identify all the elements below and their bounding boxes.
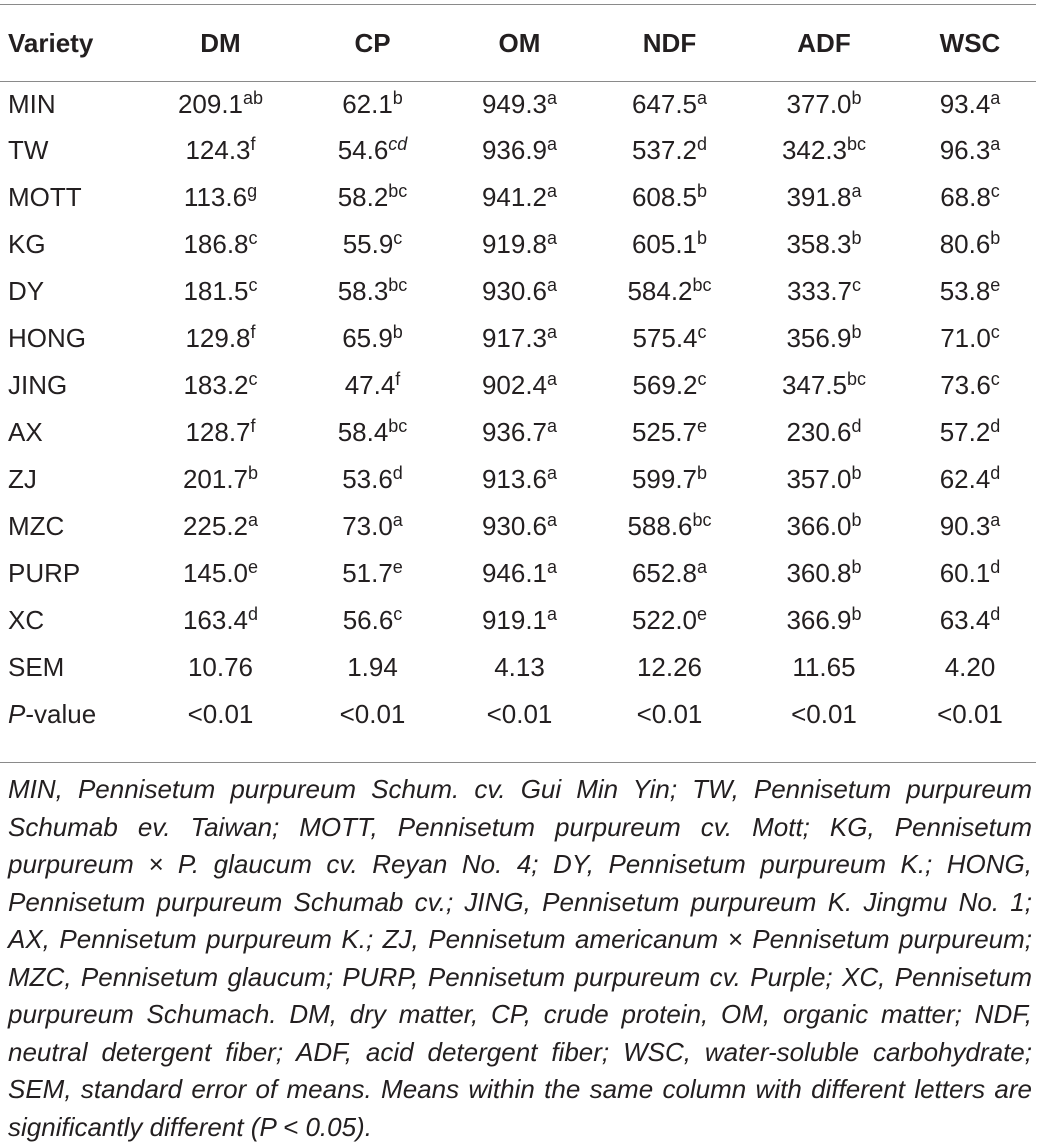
- row-label-cell: [0, 408, 140, 455]
- cell-value: 163.4: [182, 604, 249, 635]
- table-cell: [444, 79, 595, 126]
- table-cell: [140, 314, 301, 361]
- table-cell: [140, 643, 301, 690]
- cell-value: 919.1: [481, 604, 548, 635]
- variety-label: AX: [8, 416, 43, 447]
- row-label-cell: [0, 596, 140, 643]
- significance-letter: a: [547, 274, 558, 295]
- table-cell: [301, 408, 444, 455]
- table-cell: [744, 455, 904, 502]
- significance-letter: a: [990, 133, 1001, 154]
- pvalue-label-italic: P: [8, 698, 26, 729]
- cell-value: 55.9: [342, 228, 394, 259]
- table-header-row: [0, 6, 1036, 79]
- table-cell: [140, 220, 301, 267]
- table-cell: [904, 314, 1036, 361]
- pvalue-cell: <0.01: [486, 698, 553, 729]
- significance-letter: bc: [847, 133, 867, 154]
- table-cell: [744, 502, 904, 549]
- cell-value: 47.4: [344, 369, 396, 400]
- table-cell: [140, 549, 301, 596]
- cell-value: 599.7: [631, 463, 698, 494]
- cell-value: 647.5: [631, 88, 698, 119]
- table-cell: [140, 126, 301, 173]
- variety-label: KG: [8, 228, 46, 259]
- cell-value: 209.1: [177, 88, 244, 119]
- significance-letter: a: [547, 87, 558, 108]
- cell-value: 919.8: [481, 228, 548, 259]
- significance-letter: a: [990, 87, 1001, 108]
- table-cell: [904, 79, 1036, 126]
- significance-letter: e: [392, 556, 403, 577]
- variety-label: JING: [8, 369, 68, 400]
- table-cell: [904, 126, 1036, 173]
- significance-letter: f: [250, 321, 256, 342]
- cell-value: 946.1: [481, 557, 548, 588]
- cell-value: 73.0: [342, 510, 393, 541]
- table-cell: [444, 267, 595, 314]
- cell-value: 366.9: [786, 604, 852, 635]
- cell-value: 58.4: [337, 416, 389, 447]
- variety-label: MOTT: [8, 181, 82, 212]
- table-body: [0, 79, 1036, 737]
- table-cell: [301, 596, 444, 643]
- table-cell: [904, 173, 1036, 220]
- table-row: [0, 455, 1036, 502]
- significance-letter: bc: [692, 509, 712, 530]
- table-cell: [744, 79, 904, 126]
- cell-value: 11.65: [792, 651, 856, 682]
- cell-value: 186.8: [183, 228, 249, 259]
- table-cell: [904, 455, 1036, 502]
- significance-letter: a: [547, 462, 558, 483]
- cell-value: 917.3: [481, 322, 548, 353]
- table-cell: [140, 79, 301, 126]
- significance-letter: e: [697, 603, 708, 624]
- table-cell: [444, 361, 595, 408]
- cell-value: 51.7: [342, 557, 393, 588]
- table-cell: [595, 455, 744, 502]
- row-label-cell: [0, 314, 140, 361]
- significance-letter: c: [990, 180, 1000, 201]
- significance-letter: ab: [243, 87, 264, 108]
- significance-letter: b: [851, 603, 862, 624]
- significance-letter: a: [248, 509, 259, 530]
- significance-letter: b: [990, 227, 1001, 248]
- column-header-adf: ADF: [797, 27, 851, 58]
- significance-letter: f: [395, 368, 401, 389]
- cell-value: 62.4: [939, 463, 991, 494]
- table-row: [0, 314, 1036, 361]
- significance-letter: a: [697, 87, 708, 108]
- significance-letter: b: [392, 87, 403, 108]
- variety-label: PURP: [8, 557, 81, 588]
- significance-letter: b: [697, 462, 708, 483]
- row-label-cell: [0, 502, 140, 549]
- column-header-variety: Variety: [8, 27, 94, 58]
- cell-value: 902.4: [481, 369, 548, 400]
- table-cell: [301, 220, 444, 267]
- row-label-cell: [0, 549, 140, 596]
- variety-label: TW: [8, 134, 49, 165]
- significance-letter: d: [990, 462, 1001, 483]
- row-label-cell: [0, 643, 140, 690]
- table-cell: [595, 79, 744, 126]
- table-cell: [744, 549, 904, 596]
- cell-value: 58.3: [337, 275, 389, 306]
- significance-letter: a: [547, 321, 558, 342]
- table-cell: [595, 408, 744, 455]
- cell-value: 90.3: [939, 510, 991, 541]
- significance-letter: b: [851, 321, 862, 342]
- significance-letter: d: [990, 603, 1001, 624]
- cell-value: 65.9: [342, 322, 393, 353]
- table-row: [0, 549, 1036, 596]
- column-header-om: OM: [498, 27, 541, 58]
- cell-value: 53.6: [342, 463, 393, 494]
- significance-letter: d: [851, 415, 862, 436]
- table-cell: [595, 126, 744, 173]
- cell-value: 366.0: [786, 510, 852, 541]
- cell-value: 124.3: [185, 134, 251, 165]
- row-label-cell: [0, 361, 140, 408]
- cell-value: 128.7: [185, 416, 251, 447]
- table-cell: [140, 596, 301, 643]
- cell-value: 181.5: [183, 275, 249, 306]
- table-cell: [140, 455, 301, 502]
- cell-value: 949.3: [481, 88, 548, 119]
- table-cell: [140, 361, 301, 408]
- table-bottom-rule: [0, 762, 1036, 763]
- table-cell: [444, 408, 595, 455]
- row-label-cell: [0, 220, 140, 267]
- table-cell: [444, 126, 595, 173]
- significance-letter: bc: [388, 415, 408, 436]
- cell-value: 391.8: [786, 181, 852, 212]
- cell-value: 60.1: [939, 557, 991, 588]
- cell-value: 57.2: [939, 416, 991, 447]
- significance-letter: d: [697, 133, 708, 154]
- table-cell: [904, 643, 1036, 690]
- table-top-rule: [0, 4, 1036, 5]
- variety-label: SEM: [8, 651, 65, 682]
- table-cell: [301, 267, 444, 314]
- table-row: [0, 173, 1036, 220]
- significance-letter: a: [547, 227, 558, 248]
- cell-value: 588.6: [627, 510, 693, 541]
- cell-value: 68.8: [940, 181, 991, 212]
- table-cell: [595, 596, 744, 643]
- cell-value: 62.1: [342, 88, 393, 119]
- table-cell: [904, 267, 1036, 314]
- table-cell: [744, 314, 904, 361]
- cell-value: 333.7: [786, 275, 853, 306]
- cell-value: 936.9: [481, 134, 548, 165]
- row-label-cell: [0, 455, 140, 502]
- significance-letter: b: [392, 321, 403, 342]
- table-cell: [744, 267, 904, 314]
- table-row: [0, 596, 1036, 643]
- cell-value: 342.3: [781, 134, 848, 165]
- significance-letter: a: [697, 556, 708, 577]
- row-label-cell: [0, 267, 140, 314]
- row-label-cell: [0, 79, 140, 126]
- table-row: [0, 220, 1036, 267]
- table-row-pvalue: [0, 690, 1036, 737]
- significance-letter: c: [697, 368, 707, 389]
- cell-value: 201.7: [182, 463, 249, 494]
- significance-letter: e: [990, 274, 1001, 295]
- cell-value: 96.3: [939, 134, 991, 165]
- table-cell: [301, 502, 444, 549]
- significance-letter: bc: [692, 274, 712, 295]
- table-cell: [301, 643, 444, 690]
- cell-value: 575.4: [632, 322, 698, 353]
- significance-letter: d: [392, 462, 403, 483]
- significance-letter: d: [248, 603, 259, 624]
- pvalue-cell: <0.01: [339, 698, 406, 729]
- table-cell: [301, 126, 444, 173]
- significance-letter: a: [547, 368, 558, 389]
- cell-value: 537.2: [631, 134, 698, 165]
- column-header-ndf: NDF: [642, 27, 697, 58]
- table-row: [0, 361, 1036, 408]
- cell-value: 569.2: [632, 369, 698, 400]
- cell-value: 360.8: [786, 557, 852, 588]
- cell-value: 225.2: [182, 510, 249, 541]
- significance-letter: a: [547, 556, 558, 577]
- cell-value: 93.4: [939, 88, 991, 119]
- table-cell: [595, 549, 744, 596]
- significance-letter: d: [990, 556, 1001, 577]
- cell-value: 230.6: [786, 416, 852, 447]
- row-label-cell: [0, 126, 140, 173]
- pvalue-cell: <0.01: [636, 698, 703, 729]
- cell-value: 522.0: [631, 604, 698, 635]
- significance-letter: f: [250, 133, 256, 154]
- table-cell: [904, 502, 1036, 549]
- row-label-cell: [0, 690, 140, 737]
- column-header-wsc: WSC: [939, 27, 1001, 58]
- table-cell: [595, 220, 744, 267]
- table-cell: [301, 549, 444, 596]
- table-cell: [140, 173, 301, 220]
- significance-letter: a: [547, 180, 558, 201]
- significance-letter: a: [547, 133, 558, 154]
- cell-value: 605.1: [631, 228, 698, 259]
- significance-letter: e: [697, 415, 708, 436]
- cell-value: 930.6: [481, 510, 548, 541]
- row-label-cell: [0, 173, 140, 220]
- significance-letter: a: [392, 509, 403, 530]
- significance-letter: c: [990, 321, 1000, 342]
- table-row: [0, 408, 1036, 455]
- cell-value: 183.2: [183, 369, 249, 400]
- table-cell: [744, 408, 904, 455]
- table-cell: [140, 408, 301, 455]
- table-row: [0, 502, 1036, 549]
- cell-value: 58.2: [337, 181, 389, 212]
- table-cell: [595, 314, 744, 361]
- table-cell: [744, 173, 904, 220]
- table-cell: [904, 361, 1036, 408]
- cell-value: 913.6: [481, 463, 548, 494]
- table-cell: [444, 173, 595, 220]
- cell-value: 936.7: [481, 416, 548, 447]
- cell-value: 129.8: [185, 322, 251, 353]
- cell-value: 63.4: [939, 604, 991, 635]
- cell-value: 54.6: [337, 134, 389, 165]
- pvalue-cell: <0.01: [937, 698, 1003, 729]
- significance-letter: c: [248, 227, 258, 248]
- cell-value: 941.2: [481, 181, 548, 212]
- table-cell: [444, 643, 595, 690]
- cell-value: 145.0: [182, 557, 249, 588]
- cell-value: 1.94: [347, 651, 398, 682]
- cell-value: 113.6: [183, 181, 248, 212]
- significance-letter: bc: [388, 180, 408, 201]
- significance-letter: g: [247, 180, 258, 201]
- variety-label: XC: [8, 604, 45, 635]
- cell-value: 4.20: [944, 651, 996, 682]
- pvalue-cell: <0.01: [187, 698, 254, 729]
- variety-label: DY: [8, 275, 45, 306]
- significance-letter: b: [851, 227, 862, 248]
- table-cell: [904, 549, 1036, 596]
- nutrient-table: [0, 6, 1036, 737]
- significance-letter: a: [990, 509, 1001, 530]
- table-cell: [301, 361, 444, 408]
- table-cell: [444, 502, 595, 549]
- significance-letter: b: [851, 556, 862, 577]
- significance-letter: c: [393, 603, 403, 624]
- cell-value: 10.76: [187, 651, 254, 682]
- significance-letter: f: [250, 415, 256, 436]
- significance-letter: cd: [388, 133, 408, 154]
- cell-value: 80.6: [939, 228, 991, 259]
- significance-letter: c: [990, 368, 1000, 389]
- table-cell: [595, 361, 744, 408]
- cell-value: 356.9: [786, 322, 852, 353]
- table-row: [0, 267, 1036, 314]
- significance-letter: a: [547, 415, 558, 436]
- table-cell: [744, 596, 904, 643]
- table-cell: [744, 126, 904, 173]
- cell-value: 347.5: [781, 369, 848, 400]
- variety-label: ZJ: [8, 463, 37, 494]
- significance-letter: a: [547, 509, 558, 530]
- table-cell: [744, 220, 904, 267]
- significance-letter: a: [547, 603, 558, 624]
- table-row: [0, 79, 1036, 126]
- table-row: [0, 126, 1036, 173]
- significance-letter: bc: [847, 368, 867, 389]
- table-row: [0, 643, 1036, 690]
- table-cell: [744, 643, 904, 690]
- table-cell: [444, 455, 595, 502]
- cell-value: 652.8: [631, 557, 698, 588]
- cell-value: 56.6: [342, 604, 394, 635]
- table-cell: [595, 173, 744, 220]
- table-cell: [595, 267, 744, 314]
- cell-value: 608.5: [631, 181, 698, 212]
- pvalue-cell: <0.01: [791, 698, 857, 729]
- cell-value: 73.6: [940, 369, 991, 400]
- significance-letter: c: [248, 274, 258, 295]
- significance-letter: b: [851, 462, 862, 483]
- table-cell: [904, 596, 1036, 643]
- significance-letter: b: [851, 87, 862, 108]
- table-cell: [301, 79, 444, 126]
- cell-value: 358.3: [786, 228, 852, 259]
- variety-label: MZC: [8, 510, 65, 541]
- table-cell: [301, 314, 444, 361]
- cell-value: 4.13: [494, 651, 545, 682]
- table-cell: [444, 220, 595, 267]
- significance-letter: c: [248, 368, 258, 389]
- table-cell: [444, 596, 595, 643]
- table-cell: [595, 502, 744, 549]
- cell-value: 71.0: [940, 322, 991, 353]
- table-cell: [904, 220, 1036, 267]
- table-cell: [444, 314, 595, 361]
- table-cell: [140, 502, 301, 549]
- table-cell: [904, 408, 1036, 455]
- table-cell: [444, 549, 595, 596]
- significance-letter: b: [851, 509, 862, 530]
- variety-label: MIN: [8, 88, 56, 119]
- significance-letter: bc: [388, 274, 408, 295]
- table-cell: [140, 267, 301, 314]
- cell-value: 930.6: [481, 275, 548, 306]
- column-header-cp: CP: [354, 27, 391, 58]
- significance-letter: d: [990, 415, 1001, 436]
- significance-letter: c: [393, 227, 403, 248]
- pvalue-label-rest: -value: [25, 698, 97, 729]
- table-footnote: MIN, Pennisetum purpureum Schum. cv. Gui Min Yin; TW, Pennisetum purpureum Schumab ev. Taiwan; MOTT, Pennisetum purpureum cv. Mott; KG, Pennisetum purpureum × P. glaucum cv. Reyan No. 4; DY, Pennisetum purpureum K.; HONG, Pennisetum purpureum Schumab cv.; JING, Pennisetum purpureum K. Jingmu No. 1; AX, Pennisetum purpureum K.; ZJ, Pennisetum americanum × Pennisetum purpureum; MZC, Pennisetum glaucum; PURP, Pennisetum purpureum cv. Purple; XC, Pennisetum purpureum Schumach. DM, dry matter, CP, crude protein, OM, organic matter; NDF, neutral detergent fiber; ADF, acid detergent fiber; WSC, water-soluble carbohydrate; SEM, standard error of means. Means within the same column with different letters are significantly different (P < 0.05).: [8, 774, 1032, 1142]
- cell-value: 525.7: [631, 416, 698, 447]
- significance-letter: b: [248, 462, 259, 483]
- significance-letter: e: [248, 556, 259, 577]
- significance-letter: a: [851, 180, 862, 201]
- significance-letter: c: [697, 321, 707, 342]
- cell-value: 584.2: [627, 275, 693, 306]
- significance-letter: c: [852, 274, 862, 295]
- cell-value: 12.26: [636, 651, 703, 682]
- table-cell: [301, 455, 444, 502]
- variety-label: HONG: [8, 322, 86, 353]
- cell-value: 53.8: [939, 275, 991, 306]
- significance-letter: b: [697, 227, 708, 248]
- table-cell: [744, 361, 904, 408]
- column-header-dm: DM: [200, 27, 241, 58]
- cell-value: 357.0: [786, 463, 852, 494]
- significance-letter: b: [697, 180, 708, 201]
- cell-value: 377.0: [786, 88, 852, 119]
- table-cell: [595, 643, 744, 690]
- table-cell: [301, 173, 444, 220]
